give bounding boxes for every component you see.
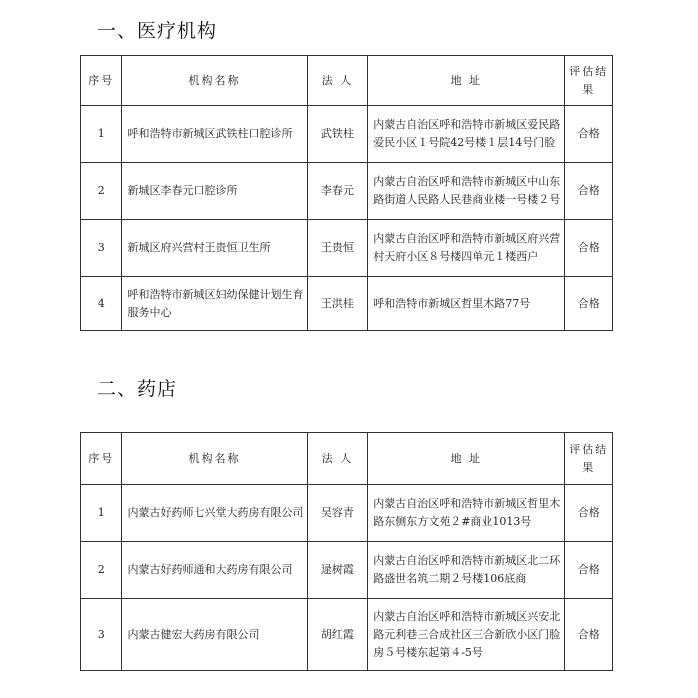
cell-no: 2 xyxy=(81,163,122,220)
cell-rep: 逯树霞 xyxy=(307,542,368,599)
header-org: 机构名称 xyxy=(122,56,307,106)
header-addr: 地 址 xyxy=(368,56,565,106)
table-row xyxy=(81,485,613,542)
header-no: 序号 xyxy=(81,56,122,106)
cell-result: 合格 xyxy=(565,220,613,277)
cell-org: 新城区府兴营村王贵恒卫生所 xyxy=(122,220,307,277)
cell-org: 呼和浩特市新城区妇幼保健计划生育服务中心 xyxy=(122,277,307,331)
cell-no: 1 xyxy=(81,485,122,542)
cell-org: 内蒙古好药师通和大药房有限公司 xyxy=(122,542,307,599)
cell-result: 合格 xyxy=(565,485,613,542)
cell-addr: 内蒙古自治区呼和浩特市新城区中山东路街道人民路人民巷商业楼一号楼２号 xyxy=(368,163,565,220)
header-rep: 法 人 xyxy=(307,56,368,106)
cell-result: 合格 xyxy=(565,277,613,331)
cell-addr: 内蒙古自治区呼和浩特市新城区哲里木路东侧东方文苑２#商业1013号 xyxy=(368,485,565,542)
table-row xyxy=(81,277,613,331)
cell-addr: 呼和浩特市新城区哲里木路77号 xyxy=(368,277,565,331)
medical-institutions-table xyxy=(80,55,613,331)
cell-no: 2 xyxy=(81,542,122,599)
header-addr: 地 址 xyxy=(368,433,565,485)
cell-rep: 王贵恒 xyxy=(307,220,368,277)
header-result: 评估结果 xyxy=(565,56,613,106)
header-org: 机构名称 xyxy=(122,433,307,485)
table-header-row xyxy=(81,433,613,485)
cell-addr: 内蒙古自治区呼和浩特市新城区兴安北路元利巷三合成社区三合新欣小区门脸房５号楼东起第４-5号 xyxy=(368,599,565,671)
table-row xyxy=(81,542,613,599)
cell-addr: 内蒙古自治区呼和浩特市新城区北二环路盛世名筑二期２号楼106底商 xyxy=(368,542,565,599)
cell-no: 3 xyxy=(81,220,122,277)
cell-result: 合格 xyxy=(565,106,613,163)
table-header-row xyxy=(81,56,613,106)
cell-result: 合格 xyxy=(565,163,613,220)
section-title-pharmacy: 二、药店 xyxy=(97,378,178,400)
cell-rep: 李春元 xyxy=(307,163,368,220)
table-row xyxy=(81,599,613,671)
cell-rep: 王洪桂 xyxy=(307,277,368,331)
table-row xyxy=(81,163,613,220)
cell-org: 内蒙古好药师七兴堂大药房有限公司 xyxy=(122,485,307,542)
cell-result: 合格 xyxy=(565,599,613,671)
cell-rep: 胡红霞 xyxy=(307,599,368,671)
cell-rep: 吴容青 xyxy=(307,485,368,542)
header-result: 评估结果 xyxy=(565,433,613,485)
cell-addr: 内蒙古自治区呼和浩特市新城区府兴营村天府小区８号楼四单元１楼西户 xyxy=(368,220,565,277)
section-title-medical: 一、医疗机构 xyxy=(97,20,218,42)
cell-org: 呼和浩特市新城区武铁柱口腔诊所 xyxy=(122,106,307,163)
table-row xyxy=(81,220,613,277)
cell-no: 3 xyxy=(81,599,122,671)
cell-addr: 内蒙古自治区呼和浩特市新城区爱民路爱民小区１号院42号楼１层14号门脸 xyxy=(368,106,565,163)
cell-result: 合格 xyxy=(565,542,613,599)
cell-org: 新城区李春元口腔诊所 xyxy=(122,163,307,220)
table-row xyxy=(81,106,613,163)
cell-no: 1 xyxy=(81,106,122,163)
header-no: 序号 xyxy=(81,433,122,485)
cell-no: 4 xyxy=(81,277,122,331)
pharmacies-table xyxy=(80,432,613,671)
cell-rep: 武铁柱 xyxy=(307,106,368,163)
cell-org: 内蒙古健宏大药房有限公司 xyxy=(122,599,307,671)
header-rep: 法 人 xyxy=(307,433,368,485)
